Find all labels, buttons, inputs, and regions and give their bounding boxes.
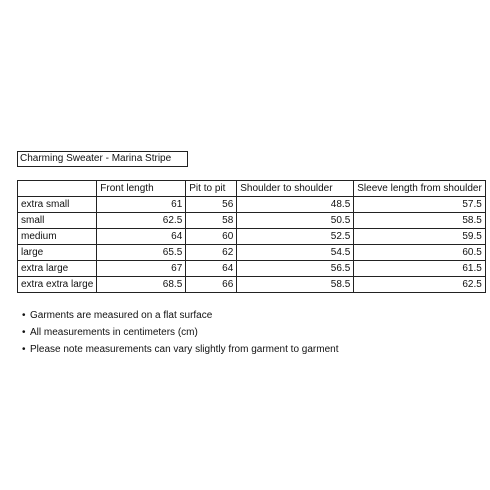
header-size bbox=[18, 181, 97, 197]
shoulder-cell: 52.5 bbox=[237, 229, 354, 245]
front-length-cell: 61 bbox=[97, 197, 186, 213]
header-front-length: Front length bbox=[97, 181, 186, 197]
shoulder-cell: 50.5 bbox=[237, 213, 354, 229]
size-cell: small bbox=[18, 213, 97, 229]
bullet-icon: • bbox=[22, 344, 26, 355]
table-row bbox=[18, 277, 486, 293]
size-chart-table bbox=[17, 180, 486, 293]
header-sleeve-length: Sleeve length from shoulder bbox=[354, 181, 486, 197]
note-item bbox=[22, 341, 338, 358]
sleeve-cell: 60.5 bbox=[354, 245, 486, 261]
table-row bbox=[18, 197, 486, 213]
pit-to-pit-cell: 64 bbox=[186, 261, 237, 277]
table-row bbox=[18, 229, 486, 245]
header-pit-to-pit: Pit to pit bbox=[186, 181, 237, 197]
shoulder-cell: 48.5 bbox=[237, 197, 354, 213]
size-cell: extra small bbox=[18, 197, 97, 213]
sleeve-cell: 57.5 bbox=[354, 197, 486, 213]
note-text: All measurements in centimeters (cm) bbox=[30, 327, 198, 338]
size-cell: extra large bbox=[18, 261, 97, 277]
shoulder-cell: 54.5 bbox=[237, 245, 354, 261]
table-row bbox=[18, 261, 486, 277]
sleeve-cell: 58.5 bbox=[354, 213, 486, 229]
sleeve-cell: 59.5 bbox=[354, 229, 486, 245]
measurement-notes bbox=[22, 307, 338, 358]
front-length-cell: 64 bbox=[97, 229, 186, 245]
size-cell: large bbox=[18, 245, 97, 261]
size-cell: extra extra large bbox=[18, 277, 97, 293]
note-item bbox=[22, 324, 338, 341]
sleeve-cell: 61.5 bbox=[354, 261, 486, 277]
note-text: Please note measurements can vary slightly from garment to garment bbox=[30, 344, 339, 355]
front-length-cell: 68.5 bbox=[97, 277, 186, 293]
note-text: Garments are measured on a flat surface bbox=[30, 310, 213, 321]
bullet-icon: • bbox=[22, 310, 26, 321]
pit-to-pit-cell: 56 bbox=[186, 197, 237, 213]
pit-to-pit-cell: 66 bbox=[186, 277, 237, 293]
pit-to-pit-cell: 62 bbox=[186, 245, 237, 261]
note-item bbox=[22, 307, 338, 324]
chart-title: Charming Sweater - Marina Stripe bbox=[17, 151, 188, 167]
front-length-cell: 65.5 bbox=[97, 245, 186, 261]
shoulder-cell: 58.5 bbox=[237, 277, 354, 293]
size-cell: medium bbox=[18, 229, 97, 245]
pit-to-pit-cell: 58 bbox=[186, 213, 237, 229]
table-header-row bbox=[18, 181, 486, 197]
sleeve-cell: 62.5 bbox=[354, 277, 486, 293]
bullet-icon: • bbox=[22, 327, 26, 338]
front-length-cell: 62.5 bbox=[97, 213, 186, 229]
table-row bbox=[18, 245, 486, 261]
shoulder-cell: 56.5 bbox=[237, 261, 354, 277]
front-length-cell: 67 bbox=[97, 261, 186, 277]
header-shoulder-to-shoulder: Shoulder to shoulder bbox=[237, 181, 354, 197]
table-row bbox=[18, 213, 486, 229]
pit-to-pit-cell: 60 bbox=[186, 229, 237, 245]
